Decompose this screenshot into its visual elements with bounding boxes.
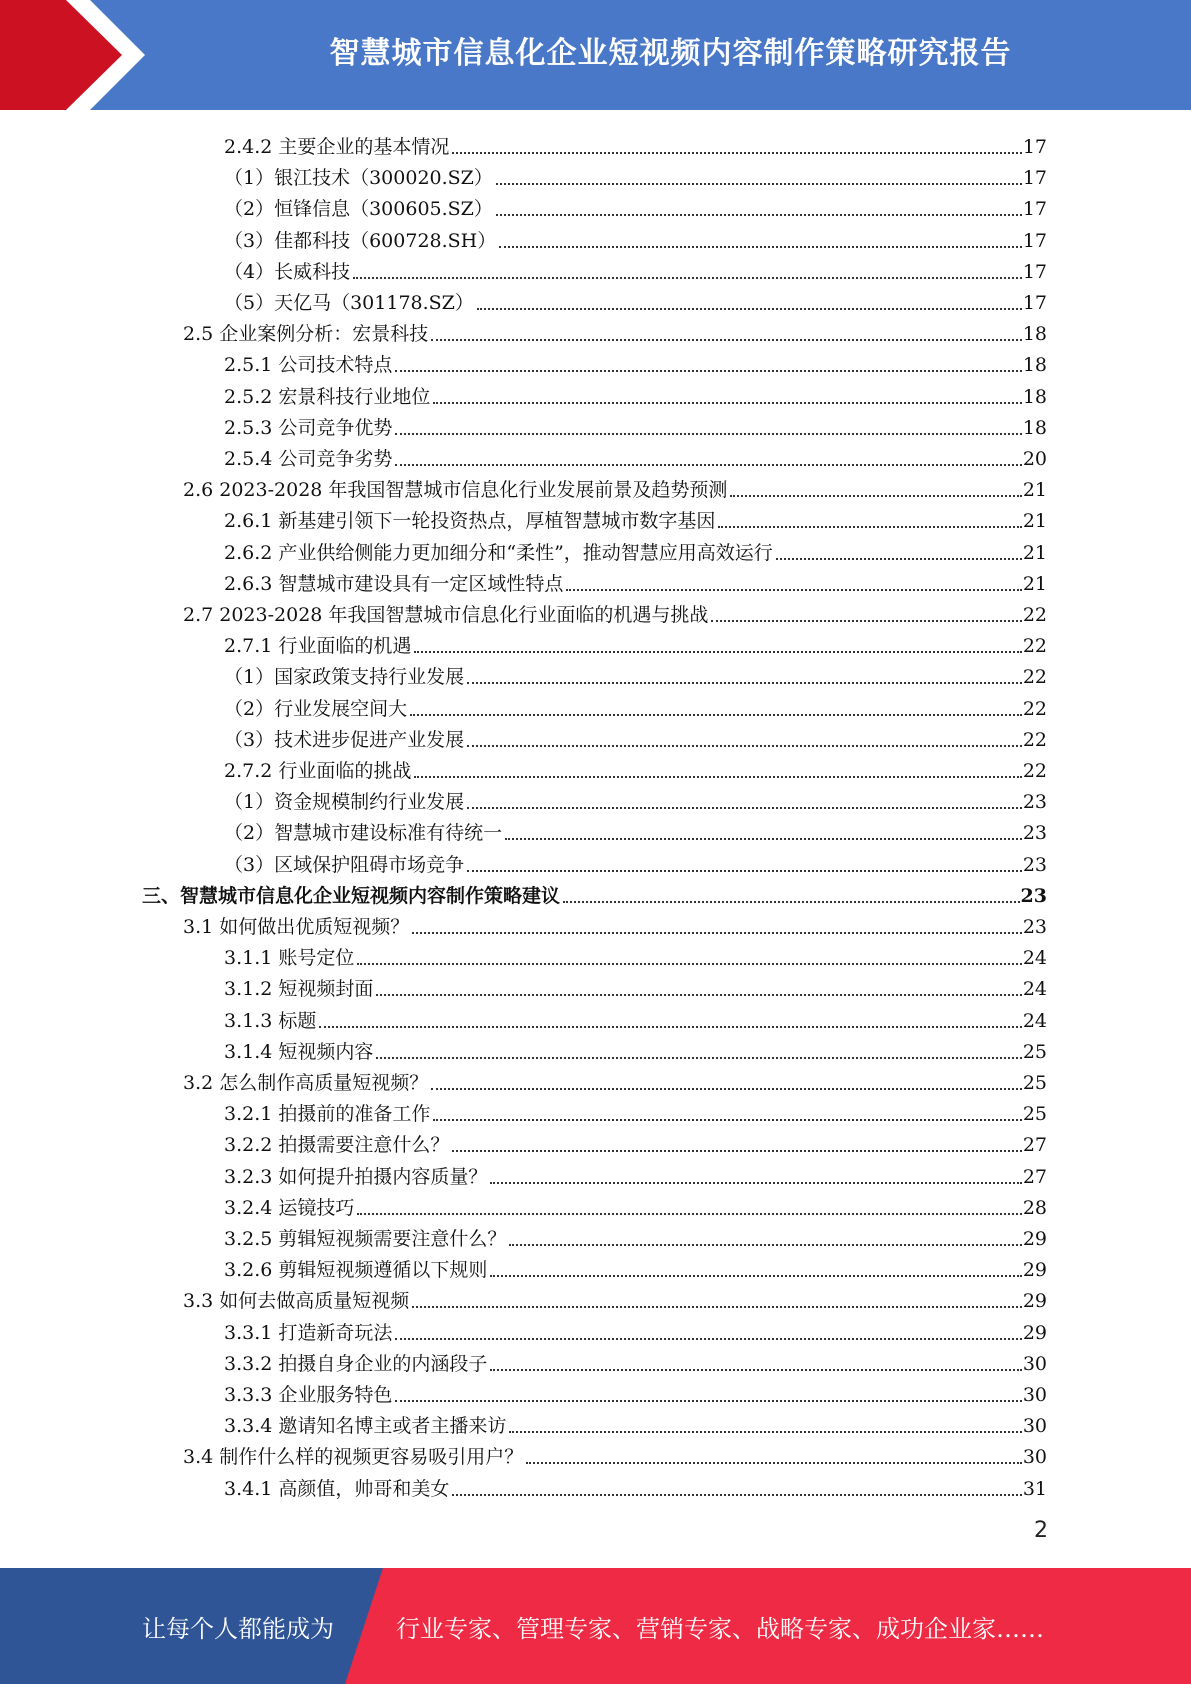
toc-entry[interactable] [224, 1189, 1047, 1220]
toc-entry-label: 3.2.2 拍摄需要注意什么？ [224, 1134, 450, 1157]
toc-entry-page: 18 [1022, 354, 1047, 377]
toc-entry[interactable] [224, 658, 1047, 689]
toc-entry-label: 2.7.2 行业面临的挑战 [224, 760, 412, 782]
toc-entry[interactable] [224, 502, 1047, 533]
toc-entry-page: 29 [1022, 1290, 1047, 1313]
toc-entry[interactable] [224, 565, 1047, 596]
toc-entry-label: 3.1.1 账号定位 [224, 947, 355, 970]
toc-entry[interactable] [224, 752, 1047, 783]
toc-entry-label: （4）长威科技 [224, 260, 351, 283]
toc-entry-label: 3.4.1 高颜值，帅哥和美女 [224, 1477, 450, 1500]
toc-entry[interactable] [224, 1314, 1047, 1345]
toc-entry-label: （3）佳都科技（600728.SH） [224, 229, 497, 252]
toc-entry[interactable] [183, 1064, 1047, 1095]
toc-dot-leader [718, 525, 1021, 528]
toc-entry-page: 20 [1022, 448, 1047, 470]
toc-entry-label: 2.5.4 公司竞争劣势 [224, 448, 393, 470]
toc-entry-page: 29 [1022, 1228, 1047, 1250]
toc-dot-leader [410, 713, 1022, 716]
toc-entry-page: 18 [1022, 385, 1047, 408]
toc-entry-label: （1）资金规模制约行业发展 [224, 791, 465, 814]
toc-dot-leader [467, 869, 1022, 872]
toc-entry-page: 30 [1022, 1446, 1047, 1469]
toc-entry-page: 22 [1022, 760, 1047, 782]
toc-entry-label: 3.1.4 短视频内容 [224, 1040, 374, 1063]
toc-entry-label: 3.3.2 拍摄自身企业的内涵段子 [224, 1352, 488, 1375]
toc-entry-label: 3.2.4 运镜技巧 [224, 1196, 355, 1219]
toc-entry-page: 21 [1022, 510, 1047, 533]
toc-entry[interactable] [183, 315, 1047, 346]
toc-dot-leader [509, 1430, 1021, 1433]
toc-dot-leader [490, 1368, 1021, 1371]
toc-dot-leader [414, 650, 1021, 653]
toc-entry-label: （5）天亿马（301178.SZ） [224, 292, 474, 314]
header-arrow-decoration [0, 0, 160, 110]
toc-dot-leader [566, 588, 1021, 591]
toc-entry-label: 2.5.2 宏景科技行业地位 [224, 385, 431, 408]
toc-dot-leader [395, 1399, 1021, 1402]
toc-entry[interactable] [224, 534, 1047, 565]
footer-slogan-right: 行业专家、管理专家、营销专家、战略专家、成功企业家…… [396, 1614, 1044, 1643]
toc-entry-label: （1）银江技术（300020.SZ） [224, 167, 493, 190]
toc-dot-leader [711, 619, 1021, 622]
toc-entry-label: 3.2 怎么制作高质量短视频？ [183, 1072, 429, 1094]
toc-entry-label: 2.6.1 新基建引领下一轮投资热点，厚植智慧城市数字基因 [224, 510, 716, 533]
toc-dot-leader [353, 276, 1022, 279]
toc-dot-leader [376, 1056, 1021, 1059]
toc-dot-leader [414, 775, 1021, 778]
toc-entry[interactable] [224, 814, 1047, 845]
toc-dot-leader [357, 962, 1021, 965]
toc-entry-label: 2.7.1 行业面临的机遇 [224, 635, 412, 658]
toc-entry[interactable] [224, 1251, 1047, 1282]
toc-entry-label: 3.1.3 标题 [224, 1009, 317, 1032]
toc-entry-label: 三、智慧城市信息化企业短视频内容制作策略建议 [142, 884, 561, 907]
toc-entry[interactable] [183, 1438, 1047, 1469]
toc-entry-page: 22 [1022, 604, 1047, 626]
toc-entry-page: 29 [1022, 1321, 1047, 1344]
toc-dot-leader [776, 557, 1022, 560]
toc-entry-label: 3.4 制作什么样的视频更容易吸引用户？ [183, 1446, 524, 1469]
toc-entry-label: （3）技术进步促进产业发展 [224, 728, 465, 751]
toc-dot-leader [505, 837, 1022, 840]
report-title: 智慧城市信息化企业短视频内容制作策略研究报告 [329, 36, 1012, 71]
toc-entry-label: 3.2.5 剪辑短视频需要注意什么？ [224, 1228, 507, 1250]
toc-entry[interactable] [224, 190, 1047, 221]
toc-dot-leader [490, 1274, 1021, 1277]
toc-entry-label: 2.6 2023-2028 年我国智慧城市信息化行业发展前景及趋势预测 [183, 479, 728, 502]
toc-entry-page: 24 [1022, 1009, 1047, 1032]
toc-entry[interactable] [224, 346, 1047, 377]
toc-entry-page: 21 [1022, 572, 1047, 595]
toc-entry[interactable] [224, 1158, 1047, 1189]
toc-entry-page: 22 [1022, 666, 1047, 689]
toc-dot-leader [319, 1025, 1021, 1028]
toc-entry-label: 3.3 如何去做高质量短视频 [183, 1290, 410, 1313]
toc-entry-page: 30 [1022, 1352, 1047, 1375]
toc-entry-label: （1）国家政策支持行业发展 [224, 666, 465, 689]
toc-entry-label: 3.1.2 短视频封面 [224, 978, 374, 1001]
toc-dot-leader [431, 1087, 1022, 1090]
toc-entry-page: 21 [1022, 541, 1047, 564]
toc-entry[interactable] [224, 1220, 1047, 1251]
toc-entry-page: 18 [1022, 323, 1047, 346]
toc-entry-page: 25 [1022, 1040, 1047, 1063]
toc-entry[interactable] [224, 222, 1047, 253]
toc-entry[interactable] [183, 471, 1047, 502]
toc-entry-label: 2.6.3 智慧城市建设具有一定区域性特点 [224, 572, 564, 595]
toc-entry-page: 18 [1022, 416, 1047, 439]
toc-entry-label: 3.3.1 打造新奇玩法 [224, 1321, 393, 1344]
toc-entry[interactable] [224, 253, 1047, 284]
toc-entry[interactable] [224, 378, 1047, 409]
toc-entry-page: 27 [1022, 1165, 1047, 1188]
toc-entry-label: 2.5.1 公司技术特点 [224, 354, 393, 377]
toc-entry-page: 24 [1022, 947, 1047, 970]
toc-entry-label: 2.5 企业案例分析：宏景科技 [183, 323, 429, 346]
toc-dot-leader [431, 338, 1022, 341]
toc-entry-page: 17 [1022, 198, 1047, 221]
toc-dot-leader [412, 931, 1022, 934]
toc-entry-page: 23 [1022, 853, 1047, 876]
toc-dot-leader [452, 1149, 1021, 1152]
toc-entry[interactable] [224, 440, 1047, 471]
toc-entry[interactable] [224, 939, 1047, 970]
toc-entry[interactable] [224, 627, 1047, 658]
toc-dot-leader [452, 151, 1021, 154]
toc-entry-label: 3.1 如何做出优质短视频？ [183, 916, 410, 938]
toc-entry-page: 17 [1022, 136, 1047, 158]
toc-entry-label: （2）恒锋信息（300605.SZ） [224, 198, 493, 221]
toc-dot-leader [395, 463, 1021, 466]
toc-entry-label: 2.6.2 产业供给侧能力更加细分和“柔性”，推动智慧应用高效运行 [224, 541, 773, 564]
toc-entry[interactable] [224, 128, 1047, 159]
toc-entry-page: 23 [1022, 916, 1047, 938]
toc-entry-page: 25 [1022, 1072, 1047, 1094]
toc-entry-page: 31 [1022, 1477, 1047, 1500]
toc-entry[interactable] [224, 409, 1047, 440]
toc-entry-page: 27 [1022, 1134, 1047, 1157]
toc-entry[interactable] [224, 1095, 1047, 1126]
footer-slogan-left: 让每个人都能成为 [142, 1614, 334, 1643]
toc-entry-label: 3.3.4 邀请知名博主或者主播来访 [224, 1415, 507, 1438]
toc-entry-label: （2）行业发展空间大 [224, 697, 408, 720]
toc-entry[interactable] [183, 908, 1047, 939]
toc-entry-page: 23 [1020, 884, 1047, 907]
page-number: 2 [1034, 1518, 1048, 1543]
toc-entry[interactable] [224, 1376, 1047, 1407]
toc-dot-leader [477, 307, 1022, 310]
toc-entry-page: 30 [1022, 1415, 1047, 1438]
toc-entry-label: 3.2.6 剪辑短视频遵循以下规则 [224, 1259, 488, 1282]
toc-entry-label: 2.7 2023-2028 年我国智慧城市信息化行业面临的机遇与挑战 [183, 604, 709, 626]
toc-entry-page: 17 [1022, 260, 1047, 283]
header-banner [0, 0, 1191, 110]
toc-entry-page: 23 [1022, 791, 1047, 814]
toc-dot-leader [563, 900, 1020, 903]
toc-dot-leader [467, 681, 1022, 684]
toc-dot-leader [433, 1118, 1021, 1121]
toc-entry[interactable] [224, 1345, 1047, 1376]
toc-entry[interactable] [224, 970, 1047, 1001]
toc-entry-page: 17 [1022, 167, 1047, 190]
toc-entry[interactable] [224, 1470, 1047, 1501]
toc-dot-leader [526, 1461, 1022, 1464]
toc-entry-page: 28 [1022, 1196, 1047, 1219]
footer-banner [0, 1568, 1191, 1684]
toc-entry-page: 17 [1022, 229, 1047, 252]
toc-dot-leader [412, 1305, 1022, 1308]
toc-entry[interactable] [224, 721, 1047, 752]
toc-dot-leader [467, 744, 1022, 747]
toc-entry[interactable] [224, 1407, 1047, 1438]
toc-entry[interactable] [142, 877, 1047, 908]
toc-entry-page: 22 [1022, 697, 1047, 720]
toc-dot-leader [395, 1337, 1021, 1340]
toc-dot-leader [452, 1493, 1021, 1496]
toc-entry[interactable] [183, 1282, 1047, 1313]
toc-dot-leader [395, 369, 1021, 372]
toc-entry[interactable] [224, 284, 1047, 315]
toc-entry-page: 17 [1022, 292, 1047, 314]
toc-entry[interactable] [224, 846, 1047, 877]
toc-dot-leader [433, 401, 1021, 404]
toc-dot-leader [730, 494, 1021, 497]
toc-entry-page: 22 [1022, 728, 1047, 751]
toc-entry-label: 3.2.3 如何提升拍摄内容质量？ [224, 1165, 488, 1188]
toc-entry-label: 3.2.1 拍摄前的准备工作 [224, 1103, 431, 1126]
toc-entry[interactable] [224, 1126, 1047, 1157]
toc-entry[interactable] [224, 690, 1047, 721]
toc-dot-leader [496, 182, 1022, 185]
toc-dot-leader [467, 806, 1022, 809]
toc-entry[interactable] [224, 1033, 1047, 1064]
toc-dot-leader [499, 245, 1022, 248]
toc-entry-label: 2.5.3 公司竞争优势 [224, 416, 393, 439]
toc-entry[interactable] [224, 1002, 1047, 1033]
toc-entry-page: 24 [1022, 978, 1047, 1001]
toc-entry-label: 2.4.2 主要企业的基本情况 [224, 136, 450, 158]
toc-entry-page: 29 [1022, 1259, 1047, 1282]
toc-dot-leader [509, 1243, 1021, 1246]
toc-dot-leader [376, 993, 1021, 996]
toc-entry-label: （2）智慧城市建设标准有待统一 [224, 822, 503, 845]
toc-dot-leader [490, 1181, 1021, 1184]
toc-entry-page: 21 [1022, 479, 1047, 502]
toc-dot-leader [496, 213, 1022, 216]
toc-entry[interactable] [224, 783, 1047, 814]
toc-dot-leader [357, 1212, 1021, 1215]
toc-entry-page: 23 [1022, 822, 1047, 845]
toc-entry[interactable] [224, 159, 1047, 190]
toc-entry-page: 25 [1022, 1103, 1047, 1126]
toc-entry-page: 30 [1022, 1384, 1047, 1406]
toc-entry-label: 3.3.3 企业服务特色 [224, 1384, 393, 1406]
toc-entry-page: 22 [1022, 635, 1047, 658]
toc-dot-leader [395, 432, 1021, 435]
toc-entry-label: （3）区域保护阻碍市场竞争 [224, 853, 465, 876]
toc-entry[interactable] [183, 596, 1047, 627]
